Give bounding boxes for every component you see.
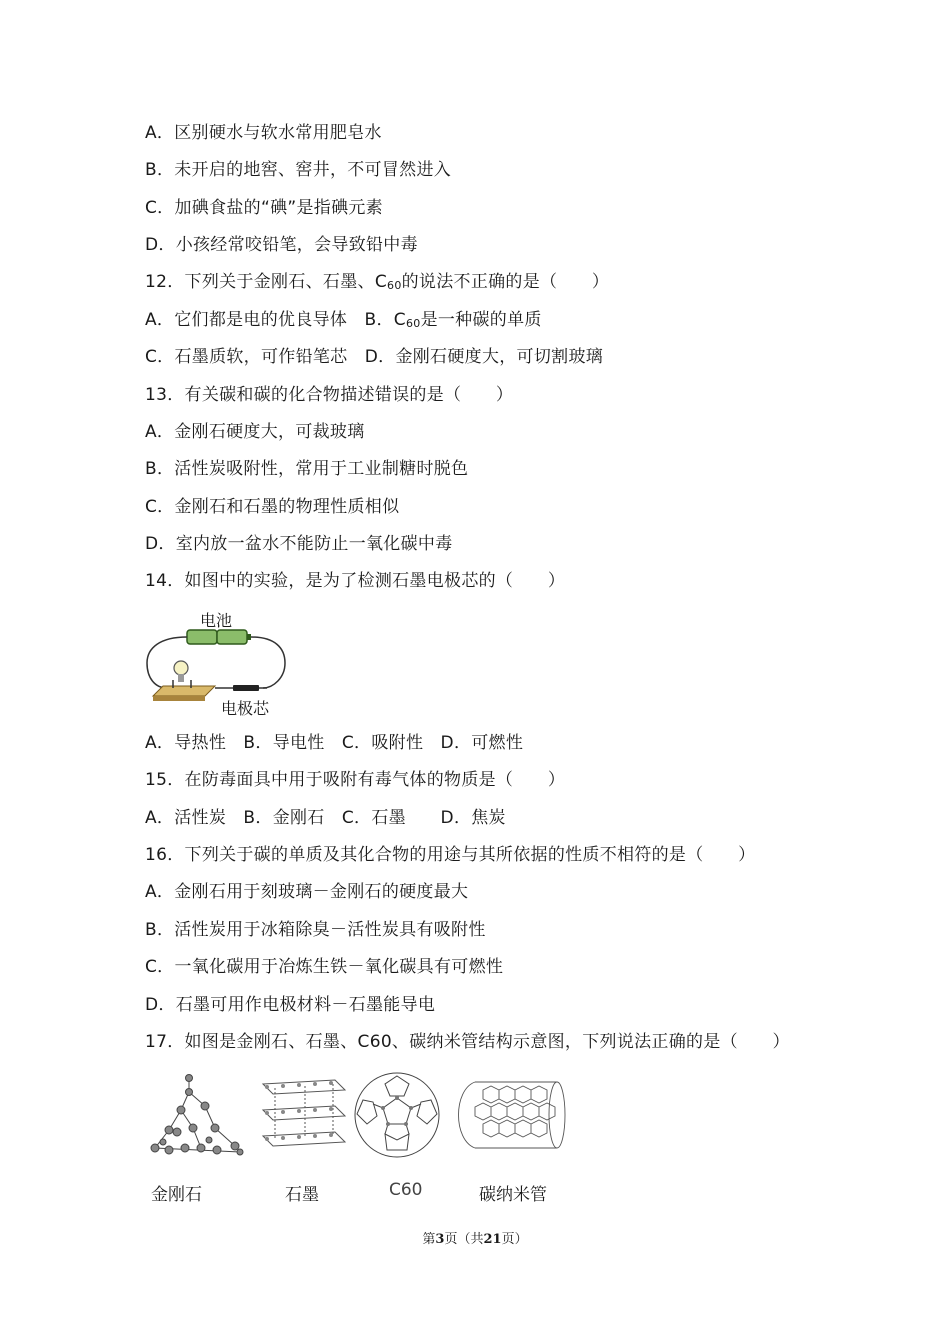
q16-stem: 16．下列关于碳的单质及其化合物的用途与其所依据的性质不相符的是（ ）	[145, 845, 756, 865]
c60-structure	[355, 1073, 439, 1157]
q14-stem: 14．如图中的实验，是为了检测石墨电极芯的（ ）	[145, 571, 566, 591]
battery-label: 电池	[200, 611, 233, 630]
q15-stem: 15．在防毒面具中用于吸附有毒气体的物质是（ ）	[145, 770, 566, 790]
carbon-structures-diagram	[145, 1070, 575, 1165]
nanotube-structure	[459, 1082, 566, 1148]
q15-options: A．活性炭 B．金刚石 C．石墨 D．焦炭	[145, 808, 506, 828]
q16-option-a: A．金刚石用于刻玻璃－金刚石的硬度最大	[145, 882, 469, 902]
q13-option-d: D．室内放一盆水不能防止一氧化碳中毒	[145, 534, 453, 554]
diamond-structure	[151, 1075, 243, 1156]
q12-options-ab: A．它们都是电的优良导体 B．$C_{60}$是一种碳的单质	[145, 310, 542, 330]
q11-option-c: C．加碘食盐的“碘”是指碘元素	[145, 198, 383, 218]
q16-option-c: C．一氧化碳用于冶炼生铁－氧化碳具有可燃性	[145, 957, 504, 977]
circuit-figure	[145, 608, 295, 718]
label-diamond: 金刚石	[151, 1185, 202, 1205]
q16-option-d: D．石墨可用作电极材料－石墨能导电	[145, 995, 436, 1015]
q13-stem: 13．有关碳和碳的化合物描述错误的是（ ）	[145, 385, 514, 405]
page-total: 21	[483, 1232, 502, 1247]
label-graphite: 石墨	[285, 1185, 319, 1205]
q17-stem: 17．如图是金刚石、石墨、C60、碳纳米管结构示意图，下列说法正确的是（ ）	[145, 1032, 790, 1052]
graphite-structure	[263, 1080, 345, 1146]
page-number: 3	[435, 1232, 445, 1247]
q13-option-c: C．金刚石和石墨的物理性质相似	[145, 497, 400, 517]
q12-stem: 12．下列关于金刚石、石墨、$C_{60}$的说法不正确的是（ ）	[145, 272, 610, 292]
label-nanotube: 碳纳米管	[479, 1185, 547, 1205]
q13-option-a: A．金刚石硬度大，可裁玻璃	[145, 422, 365, 442]
circuit-diagram	[145, 608, 295, 718]
page-footer: 第3页（共21页）	[422, 1232, 528, 1247]
q12-options-cd: C．石墨质软，可作铅笔芯 D．金刚石硬度大，可切割玻璃	[145, 347, 604, 367]
carbon-structures-figure	[145, 1070, 575, 1210]
q16-option-b: B．活性炭用于冰箱除臭－活性炭具有吸附性	[145, 920, 486, 940]
electrode-label: 电极芯	[221, 699, 270, 718]
q11-option-d: D．小孩经常咬铅笔，会导致铅中毒	[145, 235, 418, 255]
q11-option-b: B．未开启的地窖、窖井，不可冒然进入	[145, 160, 452, 180]
label-c60: C60	[389, 1180, 423, 1200]
q13-option-b: B．活性炭吸附性，常用于工业制糖时脱色	[145, 459, 469, 479]
q11-option-a: A．区别硬水与软水常用肥皂水	[145, 123, 382, 143]
q14-options: A．导热性 B．导电性 C．吸附性 D．可燃性	[145, 733, 524, 753]
